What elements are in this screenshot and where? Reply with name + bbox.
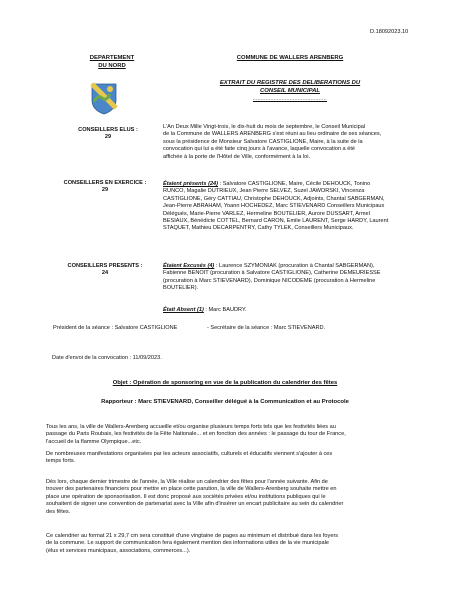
excuses-heading: Étaient Excusés (4) — [163, 263, 215, 269]
rapporteur: Rapporteur : Marc STIEVENARD, Conseiller délégué à la Communication et au Protocole — [101, 399, 349, 405]
extrait-dots: .............................................. — [252, 95, 328, 101]
presents-line: STAQUET, Mathieu DECARPENTRY, Cathy TYLEK, Conseillers Municipaux. — [163, 225, 354, 232]
extrait-line-1: EXTRAIT DU REGISTRE DES DELIBERATIONS DU — [219, 80, 361, 86]
departement-line-2: DU NORD — [98, 62, 126, 69]
conseillers-elus-label: CONSEILLERS ELUS : — [78, 127, 138, 133]
excuses-paragraph — [163, 263, 408, 293]
absent-line — [163, 307, 408, 314]
excuses-line: BOUTELIER). — [163, 285, 199, 292]
extrait-title — [196, 80, 384, 101]
conseillers-presents — [50, 263, 160, 278]
paragraph-sponsoring — [46, 479, 408, 516]
presents-paragraph — [163, 181, 408, 233]
intro-line: sous la présidence de Monsieur Salvatore CASTIGLIONE, Maire, à la suite de la — [163, 138, 363, 145]
presents-line: Jean-Pierre ABRAHAM, Yoann HOCHEDEZ, Marc STIEVENARD Conseillers Municipaux — [163, 203, 385, 210]
presents-line: RUNCO, Magalie DUTRIEUX, Jean Pierre SELVEZ, Suzel JAWORSKI, Vincenza — [163, 188, 365, 195]
intro-line: affichée à la porte de l'Hôtel de Ville, conformément à la loi. — [163, 153, 311, 160]
presents-heading: Étaient présents (24) — [163, 181, 219, 187]
body-line: trouver des partenaires financiers pour mettre en place cette parution, la ville de Wallers-Arenberg souhaite mettre en — [46, 486, 337, 493]
conseillers-presents-label: CONSEILLERS PRESENTS : — [67, 263, 143, 269]
excuses-line: : Laurence SZYMONIAK (procuration à Chantal SABGERMAN), — [215, 263, 375, 269]
body-line: souhaitent de signer une convention de partenariat avec la Ville afin d'insérer un encart publicitaire au sein du calendrier — [46, 501, 344, 508]
departement-title — [66, 55, 158, 71]
conseillers-exercice-count: 29 — [101, 187, 109, 194]
body-line: de la commune. Le support de communication fera également mention des informations utiles de la vie municipale — [46, 540, 329, 547]
body-line: Ce calendrier au format 21 x 29,7 cm sera constitué d'une vingtaine de pages au minimum et distribué dans les foyers — [46, 533, 339, 539]
conseillers-exercice-label: CONSEILLERS EN EXERCICE : — [63, 180, 147, 186]
body-line: Dès lors, chaque dernier trimestre de l'année, la Ville réalise un calendrier des fêtes pour l'année suivante. Afin de — [46, 479, 328, 485]
document-reference: D.18092023.10 — [370, 29, 409, 35]
absent-text: : Marc BAUDRY. — [205, 307, 247, 313]
paragraph-calendrier — [46, 533, 408, 555]
extrait-line-2: CONSEIL MUNICIPAL — [260, 87, 320, 94]
intro-paragraph — [163, 124, 408, 161]
presents-line: BESIAUX, Bénédicte COTTEL, Bernard CARON, Emile LAURENT, Serge HARDY, Laurent — [163, 218, 389, 225]
body-line: temps forts. — [46, 458, 76, 465]
objet-title: Objet : Opération de sponsoring en vue de la publication du calendrier des fêtes — [112, 380, 338, 386]
conseillers-presents-count: 24 — [101, 270, 109, 277]
conseillers-exercice — [40, 180, 170, 195]
intro-line: de la Commune de WALLERS ARENBERG s'est réuni au lieu ordinaire de ses séances, — [163, 131, 382, 138]
coat-of-arms-icon — [90, 82, 118, 115]
body-line: De nombreuses manifestations organisées par les acteurs associatifs, culturels et éducatifs viennent s'ajouter à ces — [46, 451, 333, 457]
intro-line: convocation qui lui a été faite cinq jours à l'avance, laquelle convocation a été — [163, 146, 356, 153]
body-line: Tous les ans, la ville de Wallers-Arenberg accueille et/ou organise plusieurs temps forts tels que les festivités liées au — [46, 424, 336, 430]
conseillers-elus-count: 29 — [104, 134, 112, 141]
secretaire-seance: - Secrétaire de la séance : Marc STIEVENARD. — [207, 325, 326, 331]
president-seance: Président de la séance : Salvatore CASTIGLIONE — [53, 325, 178, 331]
absent-heading: Était Absent (1) — [163, 307, 204, 313]
presents-line: Délégués, Marie-Pierre VARLEZ, Hermeline BOUTELIER, Aurore DUSSART, Armel — [163, 210, 370, 217]
commune-title: COMMUNE DE WALLERS ARENBERG — [236, 55, 344, 61]
body-line: passage du Paris Roubaix, les festivités de la Fête Nationale... et en fonction des années : le passage du tour de France, — [46, 431, 346, 438]
body-line: place une opération de sponsorisation. Il est donc proposé aux sociétés privées et/ou institutions publiques qui le — [46, 493, 326, 500]
intro-line: L'An Deux Mille Vingt-trois, le dix-huit du mois de septembre, le Conseil Municipal — [163, 124, 366, 130]
departement-line-1: DEPARTEMENT — [89, 55, 135, 61]
body-line: l'accueil de la flamme Olympique...etc. — [46, 438, 142, 445]
presents-line: CASTIGLIONE, Géry CATTIAU, Christophe DEHOUCK, Adjoints, Chantal SABGERMAN, — [163, 195, 385, 202]
excuses-line: Fabienne BENOIT (procuration à Salvatore CASTIGLIONE), Catherine DEMEURIESSE — [163, 270, 381, 277]
paragraph-manifestations — [46, 451, 408, 466]
presents-line: : Salvatore CASTIGLIONE, Maire, Cécile DEHOUCK, Tonino — [219, 181, 371, 187]
body-line: (élus et services municipaux, associations, commerces...). — [46, 547, 191, 554]
paragraph-festivites — [46, 424, 408, 446]
excuses-line: (procuration à Marc STIEVENARD), Dominique NICODEME (procuration à Hermeline — [163, 277, 376, 284]
conseillers-elus — [60, 127, 156, 142]
date-envoi: Date d'envoi de la convocation : 11/09/2023. — [52, 355, 162, 361]
body-line: des fêtes. — [46, 508, 71, 515]
